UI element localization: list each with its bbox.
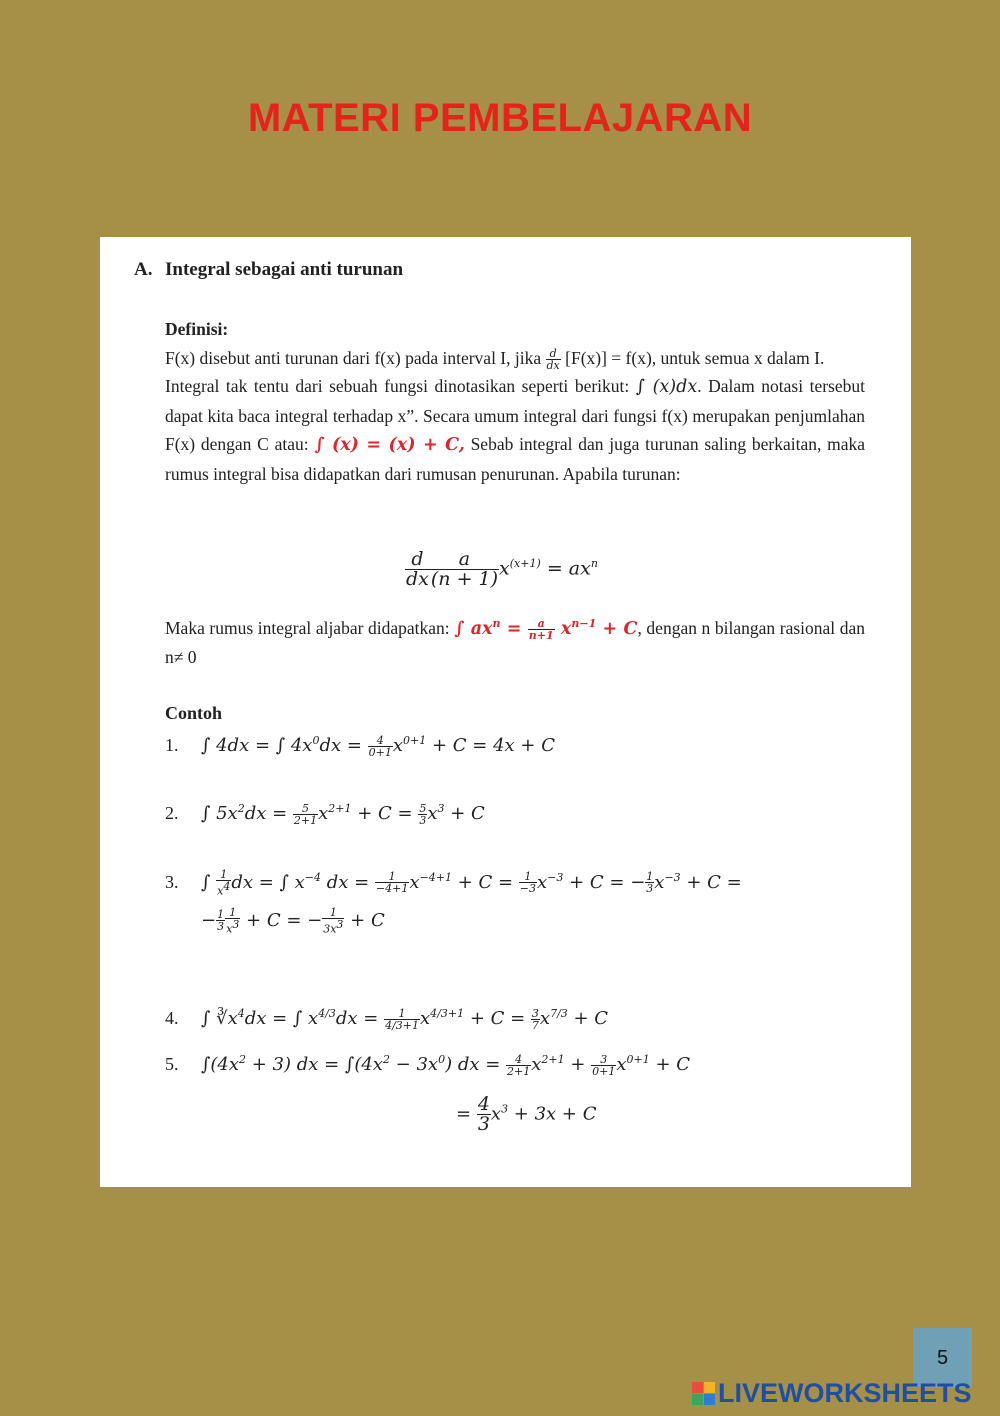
page-title: MATERI PEMBELAJARAN (247, 96, 753, 140)
example-5-result: = $\frac{4}{3}$ $x^3 + 3x + C$ (456, 1093, 597, 1135)
brand-icon (692, 1382, 715, 1405)
example-3-continued: − $\frac{1}{3}$ $\frac{1}{x^3}$ + C = − $\frac{1}{3x^3}$ + C (201, 906, 385, 936)
definition-block (165, 315, 865, 489)
example-3: 3. ∫ $\frac{1}{x^4}$ dx = ∫ $x^{-4}$ dx = $\frac{1}{-4+1}$ $x^{-4+1} + C$ = $\frac{1}{-3}$ $x^{-3} + C$ = − $\frac{1}{3}$ $x^{-3} + C$ = (165, 868, 742, 898)
derivative-formula: $\frac{d}{dx}$ $\frac{a}{(n + 1)}$ $x^{(x+1)} = ax^n$ (406, 548, 598, 590)
example-5: 5. $\int(4x^2 + 3)$ dx = $\int(4x^2 - 3x^0)$ dx = $\frac{4}{2+1}$ $x^{2+1}$ + $\frac{3}{0+1}$ $x^{0+1} + C$ (165, 1052, 691, 1078)
integral-notation: ∫ (x)dx (635, 377, 698, 398)
integral-rule: Maka rumus integral aljabar didapatkan: ∫ $ax^n$ = $\frac{a}{n+1}$ $x^{n-1} + C$, dengan n bilangan rasional dan n≠ 0 (165, 616, 866, 668)
section-number: A. (134, 259, 153, 280)
definition-paragraph-2: Integral tak tentu dari sebuah fungsi dinotasikan seperti berikut: ∫ (x)dx. Dalam notasi tersebut dapat kita baca integral terhadap x”. Secara umum integral dari fungsi f(x) merupakan penjumlahan F(x) dengan C atau: ∫ (x) = (x) + C, Sebab integral dan juga turunan saling berkaitan, maka rumus integral bisa didapatkan dari rumusan penurunan. Apabila turunan: (165, 376, 866, 484)
section-heading (134, 259, 403, 281)
example-2: 2. ∫ $5x^2dx$ = $\frac{5}{2+1}$ $x^{2+1} + C$ = $\frac{5}{3}$ $x^3 + C$ (165, 801, 485, 827)
definition-label: Definisi: (165, 319, 229, 339)
integral-definition: ∫ (x) = (x) + C, (314, 435, 465, 456)
liveworksheets-logo (692, 1378, 972, 1409)
definition-paragraph-1: F(x) disebut anti turunan dari f(x) pada interval I, jika $\frac{d}{dx}$ [F(x)] = f(x), untuk semua x dalam I. (165, 347, 825, 373)
derivative-operator: $\frac{d}{dx}$ (546, 347, 560, 373)
content-sheet (100, 237, 911, 1187)
example-4: 4. ∫ $∛x^4dx$ = ∫ $x^{4/3}dx$ = $\frac{1}{4/3+1}$ $x^{4/3+1} + C$ = $\frac{3}{7}$ $x^{7/3} + C$ (165, 1006, 609, 1032)
example-1: 1. ∫ 4dx = ∫ $4x^0dx$ = $\frac{4}{0+1}$ $x^{0+1} + C = 4x + C$ (165, 733, 555, 759)
examples-heading: Contoh (165, 703, 223, 723)
brand-wordmark: LIVEWORKSHEETS (718, 1378, 972, 1408)
page-number: 5 (913, 1328, 972, 1388)
section-title: Integral sebagai anti turunan (165, 259, 404, 280)
integral-rule-formula: ∫ $ax^n$ = $\frac{a}{n+1}$ $x^{n-1} + C$ (454, 616, 638, 642)
